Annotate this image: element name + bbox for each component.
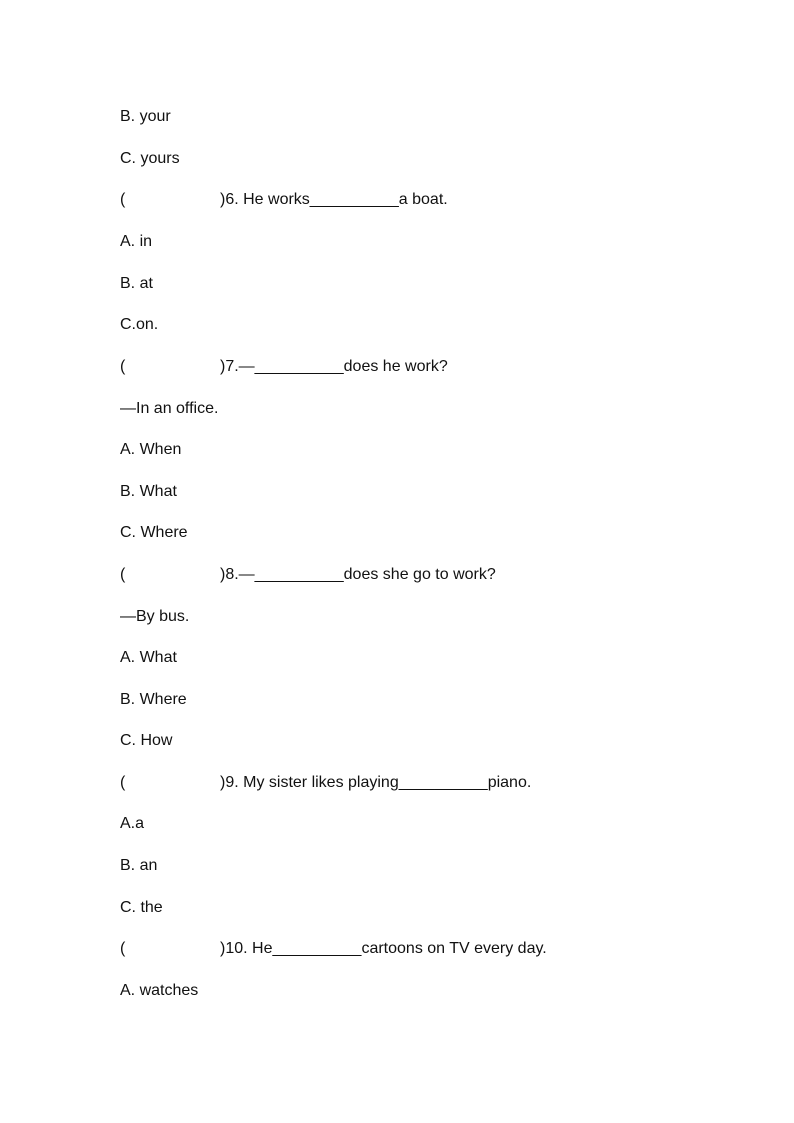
answer-paren: ( [120,191,126,208]
question-text: )9. My sister likes playing__________piano. [220,774,532,791]
question-10 [120,938,547,960]
option-c-where: C. Where [120,524,188,541]
answer-line-office: —In an office. [120,400,219,417]
question-text: )6. He works__________a boat. [220,191,448,208]
option-b-your: B. your [120,108,171,125]
question-text: )8.—__________does she go to work? [220,566,496,583]
question-8 [120,564,496,586]
question-7 [120,356,448,378]
option-b-at: B. at [120,275,153,292]
option-c-how: C. How [120,732,173,749]
answer-line-bus: —By bus. [120,608,190,625]
option-c-yours: C. yours [120,150,180,167]
option-b-where: B. Where [120,691,187,708]
question-text: )10. He__________cartoons on TV every day. [220,940,547,957]
option-a-in: A. in [120,233,153,250]
option-b-an: B. an [120,857,158,874]
question-9 [120,772,532,794]
option-b-what: B. What [120,483,177,500]
option-c-the: C. the [120,899,163,916]
answer-paren: ( [120,566,126,583]
option-a-watches: A. watches [120,982,199,999]
question-text: )7.—__________does he work? [220,358,448,375]
answer-paren: ( [120,774,126,791]
option-c-on: C.on. [120,316,159,333]
option-a-what: A. What [120,649,177,666]
answer-paren: ( [120,940,126,957]
option-a-a: A.a [120,815,145,832]
question-6 [120,189,448,211]
option-a-when: A. When [120,441,182,458]
answer-paren: ( [120,358,126,375]
